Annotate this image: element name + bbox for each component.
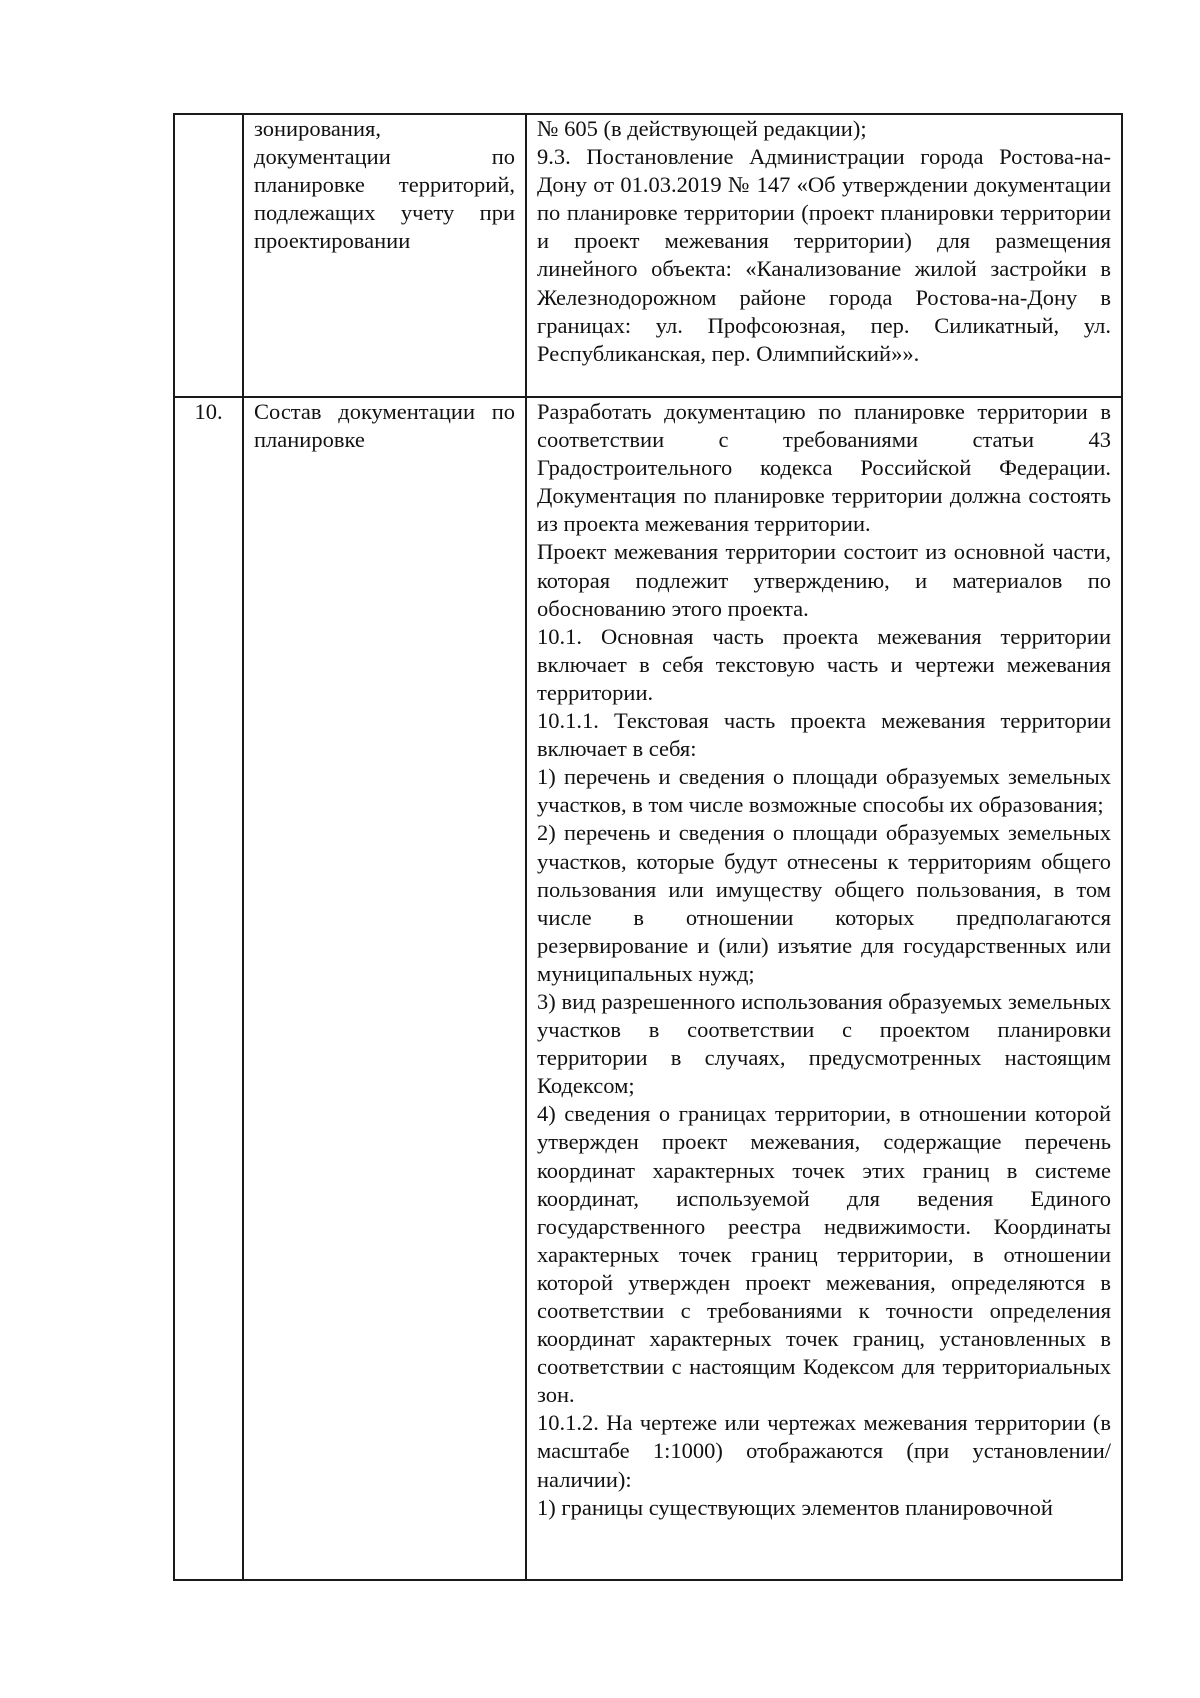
- row-number: 10.: [174, 397, 243, 1580]
- row-number: [174, 114, 243, 397]
- table-row: [174, 114, 1122, 397]
- content-paragraph: 10.1.1. Текстовая часть проекта межевания территории включает в себя:: [537, 708, 1111, 762]
- content-paragraph: 4) сведения о границах территории, в отношении которой утвержден проект межевания, содержащие перечень координат характерных точек этих границ в системе координат, используемой для ведения Единого государственного реестра недвижимости. Координаты характерных точек границ территории, в отношении которой утвержден проект межевания, определяются в соответствии с требованиями к точности определения координат характерных точек границ, установленных в соответствии с настоящим Кодексом для территориальных зон.: [537, 1101, 1111, 1408]
- row-content: [526, 397, 1122, 1580]
- table-row: [174, 397, 1122, 1580]
- content-paragraph: 10.1.2. На чертеже или чертежах межевания территории (в масштабе 1:1000) отображаются (при установлении/наличии):: [537, 1410, 1111, 1492]
- row-content: [526, 114, 1122, 397]
- content-paragraph: 3) вид разрешенного использования образуемых земельных участков в соответствии с проектом планировки территории в случаях, предусмотренных настоящим Кодексом;: [537, 988, 1111, 1099]
- content-paragraph: 9.3. Постановление Администрации города Ростова-на-Дону от 01.03.2019 № 147 «Об утверждении документации по планировке территории (проект планировки территории и проект межевания территории) для размещения линейного объекта: «Канализование жилой застройки в Железнодорожном районе города Ростова-на-Дону в границах: ул. Профсоюзная, пер. Силикатный, ул. Республиканская, пер. Олимпийский»».: [537, 144, 1111, 366]
- content-paragraph: 2) перечень и сведения о площади образуемых земельных участков, которые будут отнесены к территориям общего пользования или имуществу общего пользования, в том числе в отношении которых предполагаются резервирование и (или) изъятие для государственных или муниципальных нужд;: [537, 820, 1111, 986]
- content-paragraph: 1) перечень и сведения о площади образуемых земельных участков, в том числе возможные способы их образования;: [537, 764, 1111, 818]
- content-paragraph: Разработать документацию по планировке территории в соответствии с требованиями статьи 43 Градостроительного кодекса Российской Федерации. Документация по планировке территории должна состоять из проекта межевания территории.: [537, 399, 1111, 537]
- row-title: Состав документации по планировке: [243, 397, 526, 1580]
- content-paragraph: № 605 (в действующей редакции);: [537, 116, 867, 141]
- content-paragraph: Проект межевания территории состоит из основной части, которая подлежит утверждению, и материалов по обоснованию этого проекта.: [537, 539, 1111, 621]
- content-paragraph: 10.1. Основная часть проекта межевания территории включает в себя текстовую часть и чертежи межевания территории.: [537, 623, 1111, 705]
- row-title: зонирования, документации по планировке территорий, подлежащих учету при проектировании: [243, 114, 526, 397]
- requirements-table: [173, 113, 1123, 1581]
- content-paragraph: 1) границы существующих элементов планировочной: [537, 1494, 1053, 1520]
